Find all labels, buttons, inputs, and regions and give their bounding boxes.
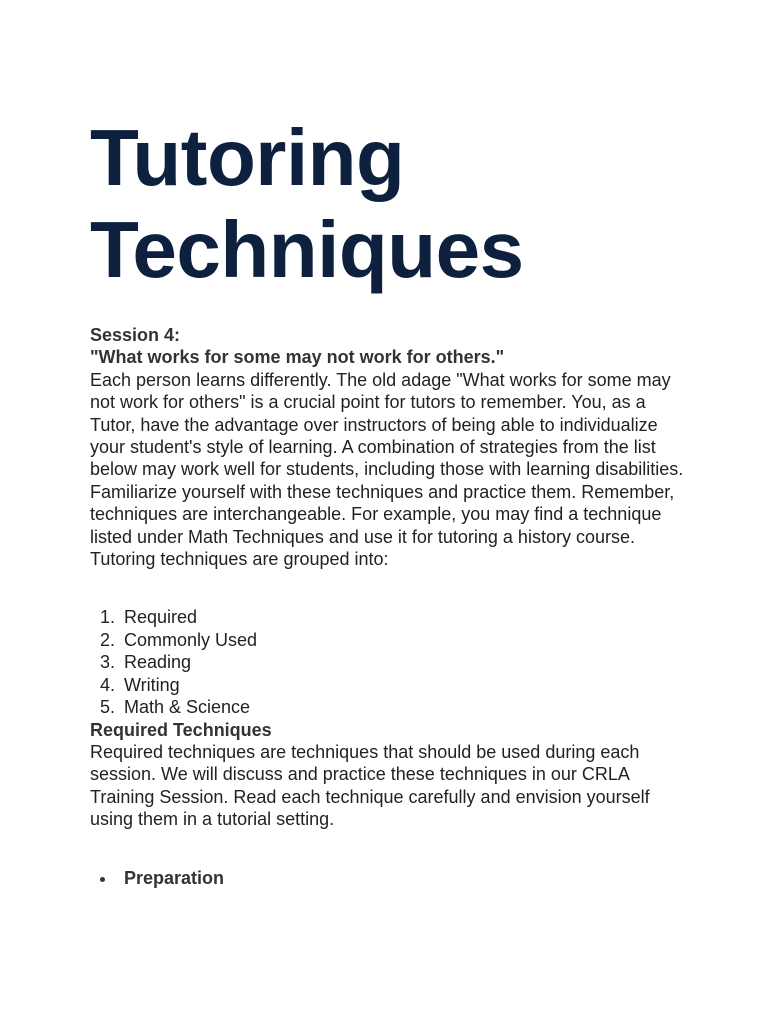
list-item-label: Required xyxy=(124,607,198,628)
list-item-label: Writing xyxy=(124,674,180,695)
required-techniques-heading: Required Techniques xyxy=(90,719,272,740)
intro-paragraph: Each person learns differently. The old adage "What works for some may not work for others" is a crucial point for tutors to remember. You, as a Tutor, have the advantage over instructors of being able to individualize your student's style of learning. A combination of strategies from the list below may work well for students, including those with learning disabilities. Familiarize yourself with these techniques and practice them. Remember, techniques are interchangeable. For example, you may find a technique listed under Math Techniques and use it for tutoring a history course. Tutoring techniques are grouped into: xyxy=(90,369,684,570)
technique-groups-list xyxy=(90,606,690,718)
page-title xyxy=(90,112,690,296)
list-item-label: Commonly Used xyxy=(124,629,258,650)
list-item-number: 3. xyxy=(100,652,116,673)
list-item xyxy=(90,651,690,673)
list-item-number: 2. xyxy=(100,629,116,650)
list-item xyxy=(90,867,690,889)
session-quote: "What works for some may not work for others." xyxy=(90,347,505,368)
list-item-number: 1. xyxy=(100,607,116,628)
page-title-line-2: Techniques xyxy=(90,205,524,294)
page-title-line-1: Tutoring xyxy=(90,113,405,202)
document-body xyxy=(90,324,690,889)
list-item-number: 4. xyxy=(100,674,116,695)
list-item xyxy=(90,696,690,718)
list-item-label: Math & Science xyxy=(124,697,251,718)
list-item-label: Reading xyxy=(124,652,192,673)
bullet-label-preparation: Preparation xyxy=(124,867,225,888)
document-page xyxy=(90,112,690,889)
list-item xyxy=(90,606,690,628)
required-techniques-list xyxy=(90,867,690,889)
list-item xyxy=(90,629,690,651)
required-techniques-paragraph: Required techniques are techniques that should be used during each session. We will discuss and practice these techniques in our CRLA Training Session. Read each technique carefully and envision yourself using them in a tutorial setting. xyxy=(90,741,650,830)
session-heading: Session 4: xyxy=(90,325,181,345)
list-item xyxy=(90,674,690,696)
bullet-icon xyxy=(100,877,105,882)
list-item-number: 5. xyxy=(100,697,116,718)
